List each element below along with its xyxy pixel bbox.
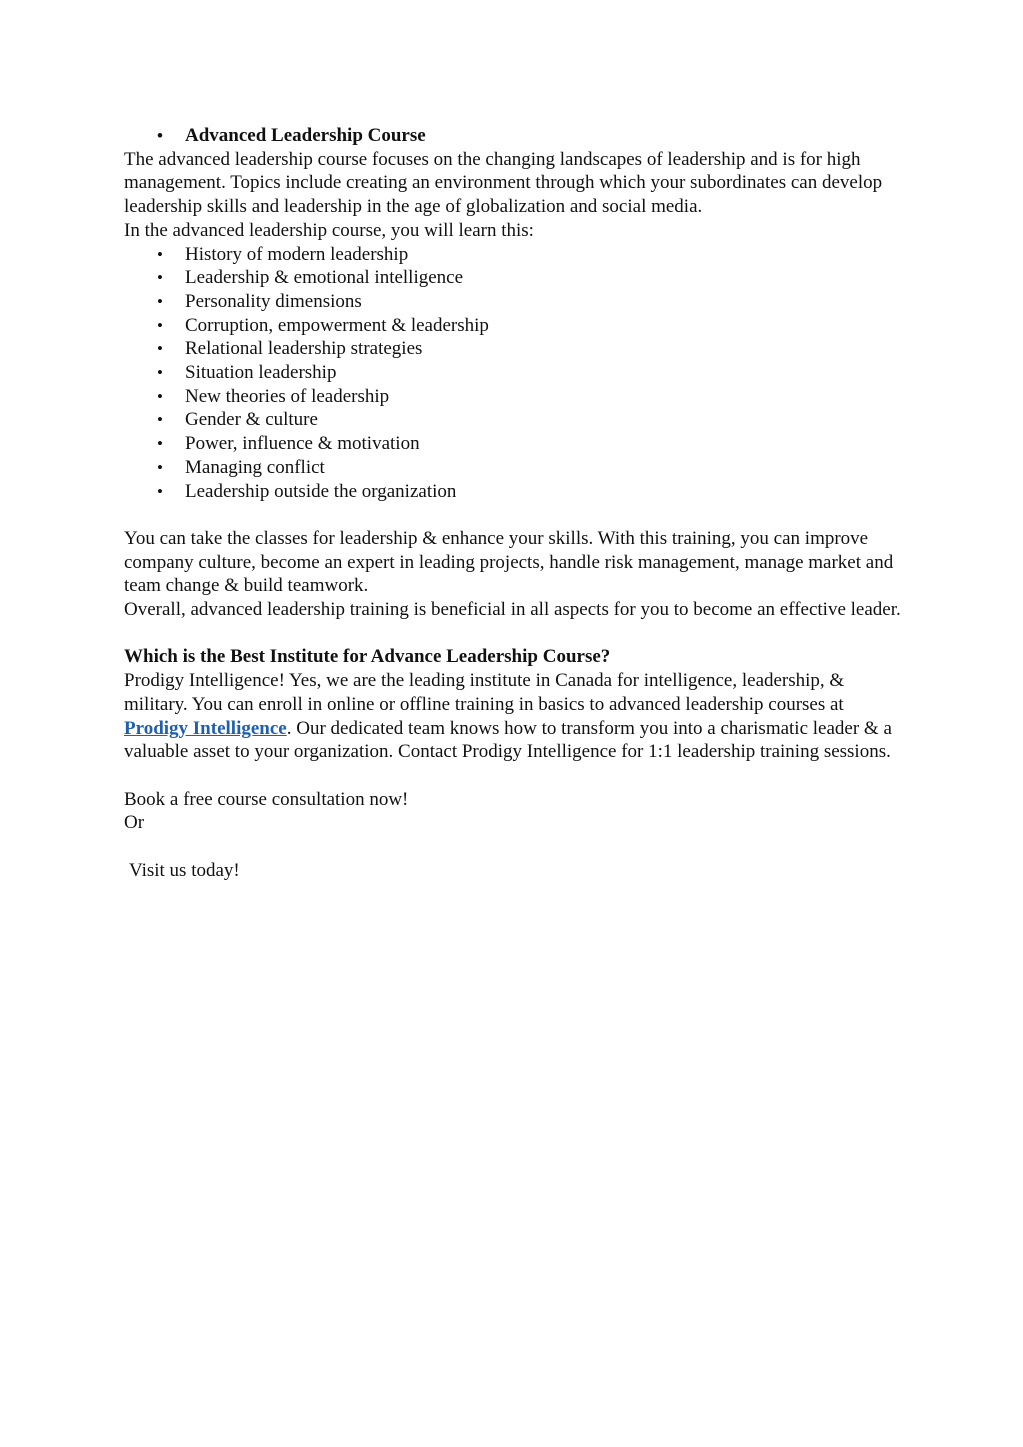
institute-paragraph <box>124 669 904 764</box>
list-item: • Leadership & emotional intelligence <box>124 266 904 290</box>
spacer <box>124 622 904 646</box>
list-item: • Situation leadership <box>124 361 904 385</box>
list-item: • History of modern leadership <box>124 243 904 267</box>
spacer <box>124 503 904 527</box>
cta-book: Book a free course consultation now! <box>124 788 409 810</box>
course-heading: • Advanced Leadership Course <box>124 124 904 148</box>
prodigy-intelligence-link[interactable]: Prodigy Intelligence <box>124 717 287 739</box>
topics-list <box>124 243 904 504</box>
list-item: • Leadership outside the organization <box>124 480 904 504</box>
summary-paragraph: Overall, advanced leadership training is beneficial in all aspects for you to become an effective leader. <box>124 599 901 621</box>
benefits-paragraph: You can take the classes for leadership & enhance your skills. With this training, you can improve company culture, become an expert in leading projects, handle risk management, manage market and team change & build teamwork. <box>124 527 894 597</box>
cta-visit: Visit us today! <box>129 859 240 881</box>
learn-intro: In the advanced leadership course, you will learn this: <box>124 219 534 241</box>
list-item: • Relational leadership strategies <box>124 337 904 361</box>
list-item: • New theories of leadership <box>124 385 904 409</box>
course-heading-list <box>124 124 904 148</box>
spacer <box>124 835 904 859</box>
list-item: • Managing conflict <box>124 456 904 480</box>
institute-heading: Which is the Best Institute for Advance Leadership Course? <box>124 646 611 668</box>
list-item: • Power, influence & motivation <box>124 432 904 456</box>
list-item: • Gender & culture <box>124 408 904 432</box>
institute-text-before: Prodigy Intelligence! Yes, we are the leading institute in Canada for intelligence, leadership, & military. You can enroll in online or offline training in basics to advanced leadership courses at <box>124 670 845 715</box>
list-item: • Personality dimensions <box>124 290 904 314</box>
document-body <box>124 124 904 882</box>
cta-or: Or <box>124 812 145 834</box>
course-intro: The advanced leadership course focuses on the changing landscapes of leadership and is for high management. Topics include creating an environment through which your subordinates can develop leadership skills and leadership in the age of globalization and social media. <box>124 148 883 218</box>
spacer <box>124 764 904 788</box>
institute-text-after: . Our dedicated team knows how to transform you into a charismatic leader & a valuable asset to your organization. Contact Prodigy Intelligence for 1:1 leadership training sessions. <box>124 717 892 763</box>
list-item: • Corruption, empowerment & leadership <box>124 314 904 338</box>
